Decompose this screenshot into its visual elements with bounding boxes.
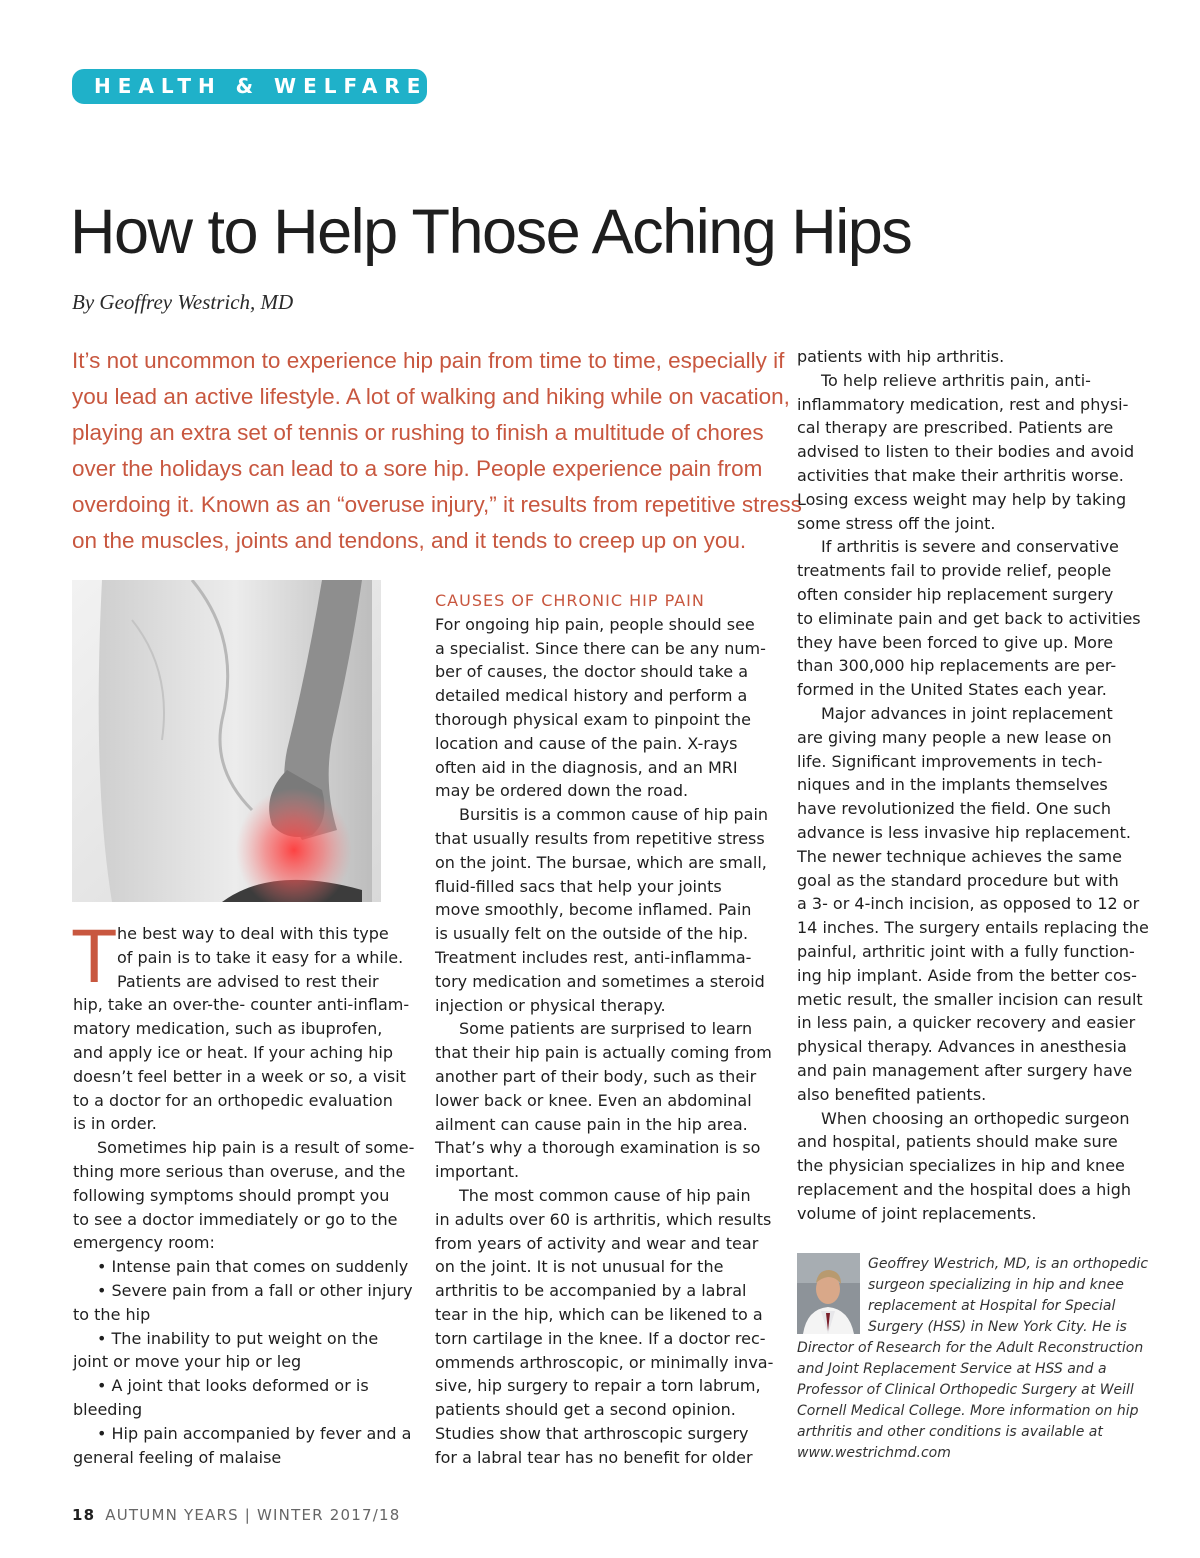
body-line: tory medication and sometimes a steroid: [435, 971, 765, 991]
body-line: in adults over 60 is arthritis, which results: [435, 1209, 772, 1229]
body-line: painful, arthritic joint with a fully function-: [797, 941, 1135, 961]
body-line: the physician specializes in hip and knee: [797, 1156, 1125, 1176]
body-line: he best way to deal with this type: [117, 924, 389, 943]
body-line: To help relieve arthritis pain, anti-: [821, 370, 1091, 390]
body-line: That’s why a thorough examination is so: [435, 1138, 761, 1158]
body-line: location and cause of the pain. X-rays: [435, 733, 738, 753]
page-footer: [72, 1506, 400, 1524]
body-line: life. Significant improvements in tech-: [797, 751, 1103, 771]
body-line: on the joint. It is not unusual for the: [435, 1257, 724, 1277]
intro-line: overdoing it. Known as an “overuse injury,” it results from repetitive stress: [72, 492, 802, 517]
body-line: general feeling of malaise: [73, 1447, 282, 1467]
body-line: to the hip: [73, 1304, 151, 1324]
body-line: may be ordered down the road.: [435, 781, 689, 801]
body-line: formed in the United States each year.: [797, 680, 1107, 700]
bullet-item: • Hip pain accompanied by fever and a: [97, 1423, 412, 1443]
body-line: have revolutionized the field. One such: [797, 799, 1111, 819]
section-subhead: CAUSES OF CHRONIC HIP PAIN: [435, 591, 705, 610]
bio-line: Geoffrey Westrich, MD, is an orthopedic: [868, 1256, 1149, 1272]
body-line: Some patients are surprised to learn: [459, 1019, 753, 1039]
body-line: that their hip pain is actually coming from: [435, 1043, 772, 1063]
bullet-item: • Intense pain that comes on suddenly: [97, 1257, 409, 1277]
body-line: often aid in the diagnosis, and an MRI: [435, 757, 738, 777]
intro-line: you lead an active lifestyle. A lot of walking and hiking while on vacation,: [72, 384, 790, 409]
body-line: inflammatory medication, rest and physi-: [797, 394, 1129, 414]
bio-line: Professor of Clinical Orthopedic Surgery at Weill: [797, 1382, 1134, 1398]
hip-pain-photo: [72, 580, 381, 902]
intro-line: It’s not uncommon to experience hip pain from time to time, especially if: [72, 348, 785, 373]
body-line: hip, take an over-the- counter anti-inflam-: [73, 995, 410, 1015]
body-line: another part of their body, such as their: [435, 1066, 757, 1086]
body-line: matory medication, such as ibuprofen,: [73, 1019, 383, 1039]
body-line: doesn’t feel better in a week or so, a visit: [73, 1066, 406, 1086]
body-line: activities that make their arthritis worse.: [797, 465, 1124, 485]
body-line: to a doctor for an orthopedic evaluation: [73, 1090, 393, 1110]
body-line: for a labral tear has no benefit for older: [435, 1447, 753, 1467]
body-line: Treatment includes rest, anti-inflamma-: [435, 947, 752, 967]
body-line: If arthritis is severe and conservative: [821, 537, 1119, 557]
right-column: [797, 345, 1149, 1225]
body-line: a specialist. Since there can be any num-: [435, 638, 766, 658]
body-line: advised to listen to their bodies and avoid: [797, 442, 1135, 462]
body-line: often consider hip replacement surgery: [797, 584, 1114, 604]
byline: By Geoffrey Westrich, MD: [72, 290, 294, 314]
body-line: For ongoing hip pain, people should see: [435, 614, 755, 634]
body-line: important.: [435, 1162, 520, 1182]
body-line: and apply ice or heat. If your aching hip: [73, 1042, 393, 1062]
body-line: replacement and the hospital does a high: [797, 1179, 1132, 1199]
body-line: that usually results from repetitive stress: [435, 828, 765, 848]
author-bio: [797, 1254, 1147, 1464]
body-line: ailment can cause pain in the hip area.: [435, 1114, 748, 1134]
body-line: thorough physical exam to pinpoint the: [435, 709, 751, 729]
body-line: arthritis to be accompanied by a labral: [435, 1281, 747, 1301]
intro-line: playing an extra set of tennis or rushing to finish a multitude of chores: [72, 420, 764, 445]
body-line: volume of joint replacements.: [797, 1203, 1037, 1223]
body-line: in less pain, a quicker recovery and easier: [797, 1013, 1136, 1033]
body-line: joint or move your hip or leg: [73, 1352, 302, 1372]
body-line: cal therapy are prescribed. Patients are: [797, 418, 1114, 438]
body-line: to eliminate pain and get back to activities: [797, 608, 1141, 628]
body-line: some stress off the joint.: [797, 513, 996, 533]
bio-line: surgeon specializing in hip and knee: [868, 1277, 1124, 1293]
bio-line: Surgery (HSS) in New York City. He is: [868, 1319, 1127, 1335]
body-line: of pain is to take it easy for a while.: [117, 947, 404, 967]
body-line: and hospital, patients should make sure: [797, 1132, 1118, 1152]
body-line: is in order.: [73, 1114, 157, 1134]
bio-line: Cornell Medical College. More information on hip: [797, 1403, 1139, 1419]
body-line: ing hip implant. Aside from the better cos-: [797, 965, 1137, 985]
body-line: Bursitis is a common cause of hip pain: [459, 805, 769, 825]
body-line: a 3- or 4-inch incision, as opposed to 12 or: [797, 894, 1140, 914]
body-line: is usually felt on the outside of the hip.: [435, 924, 749, 944]
body-line: The newer technique achieves the same: [797, 846, 1122, 866]
body-line: following symptoms should prompt you: [73, 1185, 390, 1205]
body-line: on the joint. The bursae, which are small,: [435, 852, 767, 872]
body-line: injection or physical therapy.: [435, 995, 666, 1015]
body-line: Major advances in joint replacement: [821, 703, 1113, 723]
intro-line: on the muscles, joints and tendons, and it tends to creep up on you.: [72, 528, 747, 553]
intro-paragraph: [72, 343, 802, 559]
body-line: emergency room:: [73, 1233, 215, 1253]
body-line: fluid-filled sacs that help your joints: [435, 876, 722, 896]
body-line: goal as the standard procedure but with: [797, 870, 1119, 890]
bio-line: arthritis and other conditions is available at: [797, 1424, 1103, 1440]
body-line: metic result, the smaller incision can result: [797, 989, 1143, 1009]
body-line: thing more serious than overuse, and the: [73, 1161, 406, 1181]
body-line: detailed medical history and perform a: [435, 686, 748, 706]
body-line: move smoothly, become inflamed. Pain: [435, 900, 752, 920]
body-line: than 300,000 hip replacements are per-: [797, 656, 1117, 676]
body-line: advance is less invasive hip replacement.: [797, 822, 1131, 842]
middle-column: [435, 589, 780, 1469]
article-headline: How to Help Those Aching Hips: [70, 197, 912, 267]
body-line: niques and in the implants themselves: [797, 775, 1108, 795]
bullet-item: • Severe pain from a fall or other injury: [97, 1280, 413, 1300]
body-line: and pain management after surgery have: [797, 1060, 1133, 1080]
body-line: torn cartilage in the knee. If a doctor rec-: [435, 1328, 766, 1348]
body-line: to see a doctor immediately or go to the: [73, 1209, 398, 1229]
body-line: Patients are advised to rest their: [117, 971, 379, 991]
body-line: patients should get a second opinion.: [435, 1400, 736, 1420]
section-tag: HEALTH & WELFARE: [72, 69, 427, 104]
body-line: are giving many people a new lease on: [797, 727, 1112, 747]
page-number: 18: [72, 1506, 96, 1524]
body-line: Studies show that arthroscopic surgery: [435, 1423, 749, 1443]
bio-line: replacement at Hospital for Special: [868, 1298, 1116, 1314]
body-line: bleeding: [73, 1399, 143, 1419]
body-line: sive, hip surgery to repair a torn labrum,: [435, 1376, 761, 1396]
drop-cap: T: [71, 914, 118, 999]
left-column: [71, 914, 418, 1469]
bullet-item: • A joint that looks deformed or is: [97, 1376, 369, 1396]
body-line: ber of causes, the doctor should take a: [435, 662, 749, 682]
body-line: patients with hip arthritis.: [797, 347, 1005, 366]
body-line: Sometimes hip pain is a result of some-: [97, 1138, 415, 1158]
body-line: When choosing an orthopedic surgeon: [821, 1108, 1130, 1128]
body-line: ommends arthroscopic, or minimally inva-: [435, 1352, 774, 1372]
dropcap-paragraph: [71, 914, 418, 999]
body-line: 14 inches. The surgery entails replacing the: [797, 918, 1149, 938]
bullet-item: • The inability to put weight on the: [97, 1328, 379, 1348]
bio-link: www.westrichmd.com: [797, 1445, 951, 1461]
body-line: tear in the hip, which can be likened to a: [435, 1304, 763, 1324]
bio-line: and Joint Replacement Service at HSS and a: [797, 1361, 1107, 1377]
bio-line: Director of Research for the Adult Reconstruction: [797, 1340, 1144, 1356]
body-line: physical therapy. Advances in anesthesia: [797, 1037, 1127, 1057]
body-line: they have been forced to give up. More: [797, 632, 1114, 652]
body-line: also benefited patients.: [797, 1084, 987, 1104]
intro-line: over the holidays can lead to a sore hip. People experience pain from: [72, 456, 763, 481]
body-line: treatments fail to provide relief, people: [797, 561, 1112, 581]
body-line: The most common cause of hip pain: [459, 1185, 751, 1205]
body-line: lower back or knee. Even an abdominal: [435, 1090, 752, 1110]
body-line: from years of activity and wear and tear: [435, 1233, 759, 1253]
publication-info: AUTUMN YEARS | WINTER 2017/18: [105, 1506, 401, 1524]
body-line: Losing excess weight may help by taking: [797, 489, 1127, 509]
